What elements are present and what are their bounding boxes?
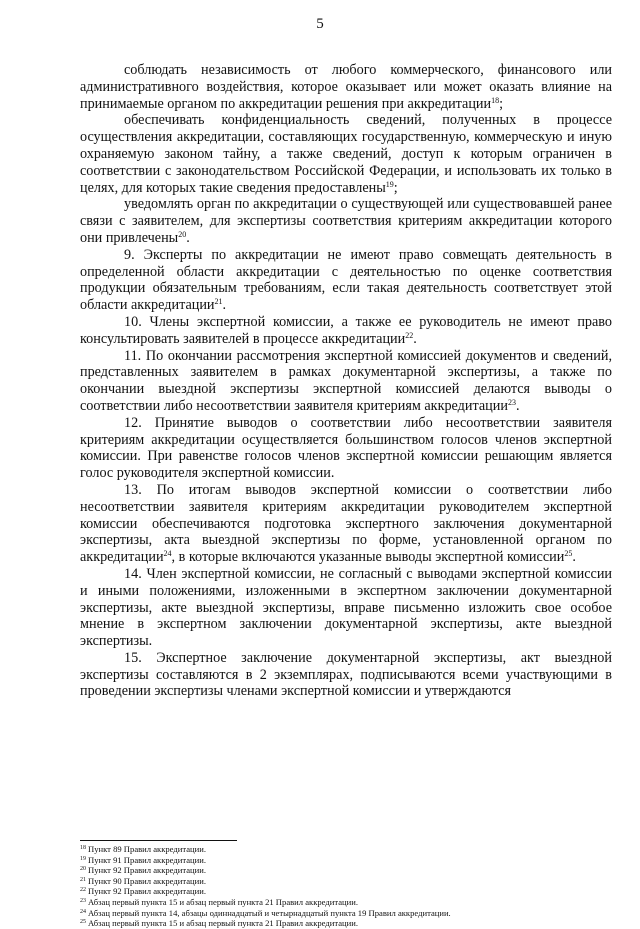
paragraph [80,650,612,700]
footnote [80,897,620,908]
footnote-ref: 23 [507,397,516,407]
paragraph-tail: . [186,229,190,246]
paragraph-text: 9. Эксперты по аккредитации не имеют право совмещать деятельность в определенной области аккредитации с деятельностью по оценке соответствия продукции обязательным требованиям, если такая деятельность соответствует этой области аккредитации [80,246,612,314]
paragraph-tail: . [572,549,576,566]
footnote-text: Абзац первый пункта 15 и абзац первый пункта 21 Правил аккредитации. [88,918,358,929]
footnote-ref: 24 [163,549,172,559]
paragraph-text: соблюдать независимость от любого коммерческого, финансового или административного воздействия, которое оказывает или может оказать влияние на принимаемые органом по аккредитации решения при аккредитации [80,62,612,112]
footnote-text: Пункт 89 Правил аккредитации. [88,844,206,854]
footnote [80,876,620,887]
footnote [80,908,620,919]
body-text [80,62,612,700]
footnotes [80,844,620,929]
footnote-number: 23 [80,897,86,904]
footnote-number: 21 [80,876,86,883]
footnote-text: Пункт 92 Правил аккредитации. [88,865,206,876]
paragraph [80,247,612,314]
page-number: 5 [316,16,324,32]
footnote-ref: 21 [214,297,223,307]
footnote-ref: 18 [491,95,500,105]
paragraph [80,348,612,415]
paragraph-text: 14. Член экспертной комиссии, не согласный с выводами экспертной комиссии и иными положениями, изложенными в экспертном заключении документарной экспертизы, акте выездной экспертизы, вправе письменно изложить свое особое мнение в экспертном заключении документарной экспертизы, акте выездной экспертизы. [80,565,612,650]
paragraph [80,566,612,650]
paragraph-text: обеспечивать конфиденциальность сведений, полученных в процессе осуществления аккредитации, составляющих государственную, коммерческую и иную охраняемую законом тайну, а также сведений, доступ к которым ограничен в соответствии с законодательством Российской Федерации, и использовать их только в целях, для которых такие сведения предоставлены [80,112,612,196]
paragraph-tail: . [515,397,520,414]
footnote [80,918,620,929]
footnote [80,855,620,866]
footnote-number: 22 [80,887,86,894]
footnote-ref: 19 [385,179,394,189]
paragraph [80,196,612,246]
paragraph [80,112,612,196]
footnote-text: Пункт 91 Правил аккредитации. [88,854,206,865]
paragraph [80,415,612,482]
footnote-text: Абзац первый пункта 14, абзацы одиннадцатый и четырнадцатый пункта 19 Правил аккредитации. [88,907,451,918]
paragraph-tail: . [413,330,417,347]
footnote-divider [80,840,237,841]
footnote-number: 19 [80,855,86,862]
paragraph-mid: , в которые включаются указанные выводы экспертной комиссии [171,549,565,566]
footnote [80,844,620,855]
footnote-number: 25 [80,919,86,926]
footnote-text: Пункт 90 Правил аккредитации. [88,875,206,886]
paragraph-tail: ; [499,95,504,112]
paragraph [80,482,612,566]
footnote-ref: 25 [564,549,573,559]
paragraph-text: 11. По окончании рассмотрения экспертной комиссией документов и сведений, представленных заявителем в рамках документарной экспертизы, а также по окончании выездной экспертизы экспертной комиссией делаются выводы о соответствии либо несоответствии заявителя критериям аккредитации [80,347,612,414]
paragraph-text: 12. Принятие выводов о соответствии либо несоответствии заявителя критериям аккредитации осуществляется большинством голосов членов экспертной комиссии. При равенстве голосов членов экспертной комиссии решающим является голос руководителя экспертной комиссии. [80,414,612,482]
footnote-text: Абзац первый пункта 15 и абзац первый пункта 21 Правил аккредитации. [88,896,358,907]
footnote-number: 20 [80,866,86,873]
footnote-ref: 20 [178,229,187,239]
paragraph-text: 10. Члены экспертной комиссии, а также ее руководитель не имеют право консультировать заявителей в процессе аккредитации [80,313,612,347]
paragraph-tail: . [222,297,227,314]
footnote-ref: 22 [405,330,414,340]
paragraph [80,62,612,112]
footnote [80,865,620,876]
footnote [80,886,620,897]
paragraph-text: уведомлять орган по аккредитации о существующей или существовавшей ранее связи с заявителем, для экспертизы соответствия критериям аккредитации которого они привлечены [80,196,612,246]
paragraph [80,314,612,348]
paragraph-text: 15. Экспертное заключение документарной экспертизы, акт выездной экспертизы составляются в 2 экземплярах, подписываются всеми участвующими в проведении экспертизы членами экспертной комиссии и утверждаются [80,649,612,700]
paragraph-tail: ; [393,179,398,196]
paragraph-text: 13. По итогам выводов экспертной комиссии о соответствии либо несоответствии заявителя критериям аккредитации руководителем экспертной комиссии обеспечиваются подготовка экспертного заключения документарной экспертизы, акта выездной экспертизы по форме, установленной органом по аккредитации [80,481,612,566]
footnote-number: 18 [80,845,86,851]
footnote-number: 24 [80,908,86,915]
footnote-text: Пункт 92 Правил аккредитации. [88,886,206,897]
